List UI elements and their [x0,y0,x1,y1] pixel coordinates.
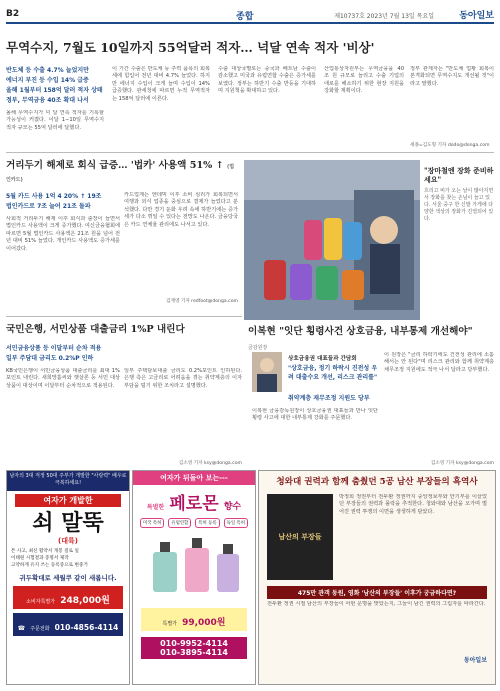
card-spending-headline [6,160,236,186]
ad-malttuk-brand: 쇠 말뚝 [32,510,104,536]
ad-malttuk-slogan: 귀두확대로 세월쿠 같이 새롭니다. [19,574,117,582]
ad-phone: 010-3895-4114 [160,648,228,657]
ad-phone: 010-4856-4114 [54,623,119,632]
ad-book-publisher: 동아일보 [463,657,487,664]
card-spending-deck-line: 5월 카드 사용 1억 4 20% ↑ 19조 [6,193,102,200]
fss-headline: 이복현 "잇단 횡령사건 상호금융, 내부통제 개선해야" [248,326,473,337]
badge: 특허 등록 [195,518,219,528]
badge: 미국 특허 [140,518,164,528]
ad-malttuk-lines [7,546,129,571]
kb-body: 일부 주택담보대출 금리도 0.2%포인트 인하된다. 은행 측은 고금리로 어려움을 겪는 취약계층의 이자 부담을 덜기 위한 조치라고 설명했다. [124,368,242,389]
badge: 독일 특허 [224,518,248,528]
ad-perfume-phone[interactable] [141,637,247,659]
lead-byline: 세종=김도형 기자 dodo@donga.com [410,143,490,148]
lead-deck [6,66,106,106]
book-cover [267,494,333,580]
perfume-bottle-icon [133,532,255,602]
masthead-logo: 동아일보 [459,11,494,21]
ad-line: 고약하게 유지 쓰는 등록증으로 변중거 [11,563,88,568]
lead-headline: 무역수지, 7월도 10일까지 55억달러 적자… 넉달 연속 적자 '비상' [6,40,375,55]
ad-malttuk-main: 여자가 개발한 [15,494,121,507]
ad-malttuk-top: 남자의 3대 걱정 50대 주부가 개발한 "사랑력" 배우로 극복하세요! [7,471,129,491]
book-cover-title: 남산의 부장들 [278,533,322,541]
kb-body: KB국민은행이 서민금융상품 대출금리를 최대 1%포인트 내린다. 새희망홀씨와 햇살론 등 서민 대상 상품이 대상이며 이달부터 순차적으로 적용된다. [6,368,120,389]
divider [6,316,242,317]
card-spending-byline: 김재영 기자 redfoot@donga.com [166,299,238,304]
card-spending-body: 카드업계는 엔데믹 이후 소비 심리가 회복되면서 여행과 외식 업종을 중심으로 결제가 늘었다고 분석했다. 다만 경기 둔화 우려 속에 하반기에는 증가세가 다소 꺾일 수 있다는 전망도 나온다. 금융당국은 카드 연체율 관리에도 나서고 있다. [124,192,238,228]
ad-perfume[interactable] [132,470,256,685]
ad-book-title: 청와대 권력과 함께 춤췄던 5공 남산 부장들의 흑역사 [276,477,478,487]
ad-perfume-price [141,608,247,631]
photo-caption-title: "장마철엔 장화 준비하세요" [424,166,494,184]
ad-price-label: 특별가 [162,621,177,627]
kb-byline: 김소영 기자 ksy@donga.com [178,461,242,466]
ad-line: 튼 사고, 최신 활약서 개봉 질로 일 [11,549,79,554]
ad-perfume-badges [133,518,255,528]
badge: 유럽연합 [168,518,191,528]
ad-perfume-brand-suffix: 향수 [223,502,242,512]
fss-quote: "상호금융, 정기 하락시 진전성 우려 대출수요 개선, 리스크 관리를" [288,365,378,381]
card-spending-headline-text: 거리두기 해제로 회식 급증… '법카' 사용액 51% ↑ [6,160,224,171]
ad-perfume-top: 여자가 뒤돌아 보는--- [133,471,255,485]
ad-book[interactable] [258,470,496,685]
lead-body-col: 수출 대상국별로는 중국과 베트남 수출이 감소했고 미국과 유럽연합 수출은 증가세를 보였다. 정부는 하반기 수출 반등을 기대하며 지원책을 확대하고 있다. [218,66,316,95]
ad-book-detail: 전두환 정권 시절 남산의 부장들이 어떤 운명을 맞았는지, 그들이 남긴 권력의 그림자를 따라간다. [267,601,486,607]
kb-headline: 국민은행, 서민상품 대출금리 1%P 내린다 [6,324,185,335]
fss-body: 이 원장은 "금리 하락기에도 건전성 관리에 소홀해서는 안 된다"며 리스크 관리와 함께 취약계층 채무조정 지원에도 적극 나서 달라고 당부했다. [384,352,494,373]
phone-icon: ☎ [17,625,26,632]
section-title: 종합 [236,12,254,22]
ad-line: 이태원 시험결과 증명서 제작 [11,556,69,561]
lead-deck-line: 에너지 부진 등 수입 14% 급증 [6,77,89,84]
ad-price: 99,000원 [182,618,226,628]
ad-price-label: 소비자특별가 [26,599,56,605]
ad-book-sub: 475만 관객 동원, 영화 '남산의 부장들' 이후가 궁금하다면? [267,586,487,599]
divider [6,152,494,153]
lead-deck-line: 올해 1월부터 158억 달러 적자 상태 [6,87,103,94]
photo-caption-text: 흐리고 비가 오는 날이 많아지면서 장화를 찾는 손님이 늘고 있다. 서울 중구 한 신발 가게에 다양한 색상의 장화가 진열되어 있다. [424,188,494,222]
card-spending-deck-line: 법인카드로 7조 늘어 21조 돌파 [6,203,91,210]
ad-malttuk-price [13,586,123,609]
lead-deck-line: 반도체 등 수출 4.7% 늘었지만 [6,67,89,74]
boots-photo-illustration [244,160,420,320]
kb-deck-line: 일부 주담대 금리도 0.2%P 인하 [6,355,94,362]
lead-deck-line: 정부, 무역금융 40조 확대 나서 [6,97,89,104]
issue-meta: 제10737호 2023년 7월 13일 목요일 [334,13,434,20]
person-icon [252,352,282,392]
lead-body-col: 산업통상자원부는 무역금융을 40조 원 규모로 늘리고 수출 기업의 애로를 해소하기 위한 현장 지원을 강화할 계획이다. [324,66,404,95]
fss-tail: 취약계층 재무조정 지원도 당부 [288,395,370,402]
card-spending-kicker: (법인카드) [6,164,235,183]
ad-malttuk-tag: (대륙) [58,537,78,545]
fss-byline: 김소영 기자 ksy@donga.com [430,461,494,466]
lead-body-col: 이 기간 수출은 반도체 등 주력 품목의 회복세에 힘입어 전년 대비 4.7% 늘었다. 하지만 에너지 수입이 크게 늘며 수입이 14% 급증했다. 관세청에 따르면 누적 무역적자는 158억 달러에 이른다. [112,66,210,102]
ad-malttuk[interactable] [6,470,130,685]
kb-deck-line: 서민금융상품 등 이달부터 순차 적용 [6,345,102,352]
card-spending-body: 사회적 거리두기 해제 이후 회식과 출장이 늘면서 법인카드 사용액이 크게 증가했다. 여신금융협회에 따르면 5월 법인카드 사용액은 21조 원을 넘어 전년 대비 51% 늘었다. 개인카드 사용액도 증가세를 이어갔다. [6,216,120,252]
fss-portrait [252,352,282,392]
ad-phone-label: 주문전화 [30,626,50,632]
lead-body-col: 정부 관계자는 "반도체 업황 회복이 본격화되면 무역수지도 개선될 것"이라고 말했다. [410,66,494,87]
page-number: B2 [6,9,20,19]
page-header [6,8,494,24]
fss-body: 이복현 금융감독원장이 상호금융권 대표들과 만나 잇단 횡령 사고에 대한 내부통제 강화를 주문했다. [252,408,378,422]
boots-photo [244,160,420,320]
ad-perfume-sub: 특별한 [146,504,165,511]
lead-body-col: 올해 무역수지가 넉 달 연속 적자를 기록할 가능성이 커졌다. 이달 1∼10일 무역수지 적자 규모는 55억 달러에 달했다. [6,110,104,131]
ad-malttuk-phone[interactable] [13,613,123,636]
ad-perfume-brand: 페로몬 [169,494,219,514]
photo-caption [424,166,494,223]
kb-deck [6,344,242,364]
ad-book-text: 박정희 정권부터 전두환 정권까지 중앙정보부와 안기부를 이끌었던 부장들의 권력과 몰락을 추적한다. 청와대와 남산을 오가며 벌어진 권력 투쟁의 이면을 생생하게 담았다. [339,494,487,515]
ad-perfume-title [133,489,255,514]
card-spending-deck [6,192,126,212]
fss-sub: 금감원장 [248,345,268,351]
ad-book-body [259,490,495,584]
ad-phone: 010-9952-4114 [160,639,228,648]
fss-lead: 상호금융권 대표들과 간담회 [288,356,357,362]
ad-price: 248,000원 [60,596,110,606]
